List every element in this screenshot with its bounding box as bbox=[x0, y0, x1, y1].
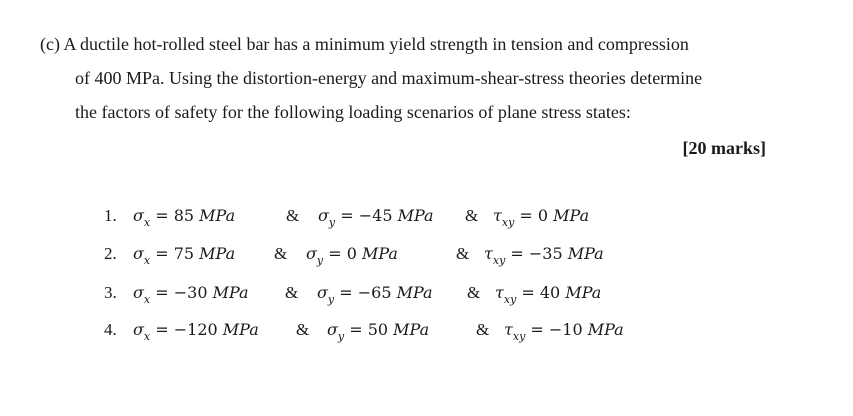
tau-xy-equation: $\tau_{xy} = 40$ MPa bbox=[495, 283, 602, 306]
sigma-y-equation: $\sigma_y = -45$ MPa bbox=[318, 206, 434, 229]
question-line-1: (c) A ductile hot-rolled steel bar has a minimum yield strength in tension and compression bbox=[40, 34, 689, 54]
ampersand-separator: & bbox=[296, 320, 310, 339]
ampersand-separator: & bbox=[467, 283, 481, 302]
ampersand-separator: & bbox=[456, 244, 470, 263]
sigma-x-equation: $\sigma_x = 75$ MPa bbox=[133, 244, 236, 267]
sigma-y-equation: $\sigma_y = -65$ MPa bbox=[317, 283, 433, 306]
tau-xy-equation: $\tau_{xy} = 0$ MPa bbox=[493, 206, 590, 229]
sigma-y-equation: $\sigma_y = 50$ MPa bbox=[327, 320, 430, 343]
ampersand-separator: & bbox=[476, 320, 490, 339]
case-number: 2. bbox=[104, 244, 117, 263]
tau-xy-equation: $\tau_{xy} = -10$ MPa bbox=[504, 320, 624, 343]
question-line-3: the factors of safety for the following loading scenarios of plane stress states: bbox=[75, 102, 631, 122]
sigma-y-equation: $\sigma_y = 0$ MPa bbox=[306, 244, 398, 267]
case-number: 4. bbox=[104, 320, 117, 339]
tau-xy-equation: $\tau_{xy} = -35$ MPa bbox=[484, 244, 604, 267]
ampersand-separator: & bbox=[274, 244, 288, 263]
ampersand-separator: & bbox=[465, 206, 479, 225]
marks-label: [20 marks] bbox=[682, 138, 766, 158]
case-number: 1. bbox=[104, 206, 117, 225]
ampersand-separator: & bbox=[286, 206, 300, 225]
question-line-2: of 400 MPa. Using the distortion-energy and maximum-shear-stress theories determine bbox=[75, 68, 703, 88]
sigma-x-equation: $\sigma_x = 85$ MPa bbox=[133, 206, 236, 229]
ampersand-separator: & bbox=[285, 283, 299, 302]
case-number: 3. bbox=[104, 283, 117, 302]
sigma-x-equation: $\sigma_x = -120$ MPa bbox=[133, 320, 259, 343]
sigma-x-equation: $\sigma_x = -30$ MPa bbox=[133, 283, 249, 306]
